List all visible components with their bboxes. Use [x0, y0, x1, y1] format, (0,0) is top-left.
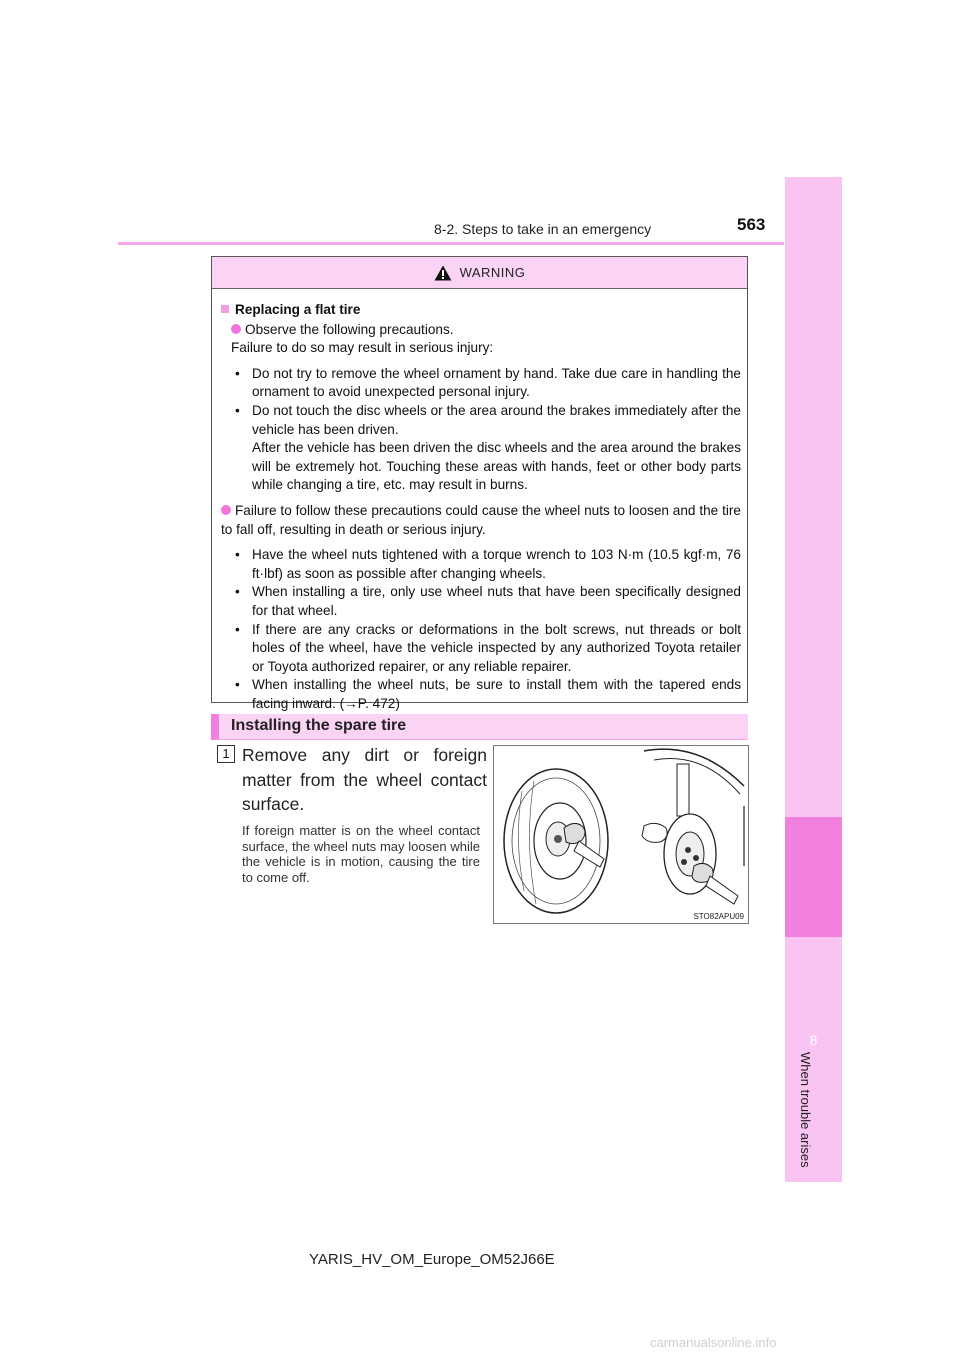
section-heading-bar [211, 714, 748, 740]
warning-item [231, 321, 741, 358]
wheel-cleaning-illustration [493, 745, 749, 924]
section-header: 8-2. Steps to take in an emergency [434, 221, 652, 237]
warning-bullet: • Do not touch the disc wheels or the area around the brakes immediately after the vehicle has been driven. After the vehicle has been driven the disc wheels and the area around the brakes will be extremely hot. Touching these areas with hands, feet or other body parts while changing a tire, etc. may result in burns. [252, 402, 741, 495]
chapter-number: 8 [809, 1032, 818, 1048]
warning-bullet: • Do not try to remove the wheel ornament by hand. Take due care in handling the ornament to avoid unexpected personal injury. [252, 365, 741, 402]
warning-box [211, 256, 748, 711]
chapter-title: When trouble arises [798, 1052, 813, 1168]
warning-item-text: Observe the following precautions. [245, 321, 454, 337]
step-note: If foreign matter is on the wheel contact surface, the wheel nuts may loosen while the vehicle is in motion, causing the tire to come off. [242, 823, 480, 885]
warning-label: WARNING [459, 265, 526, 280]
warning-section-title: Replacing a flat tire [221, 301, 741, 320]
chapter-highlight [785, 817, 842, 937]
warning-bullet: • When installing a tire, only use wheel nuts that have been specifically designed for that wheel. [252, 583, 741, 620]
section-heading: Installing the spare tire [231, 717, 407, 734]
warning-bullet: • If there are any cracks or deformations in the bolt screws, nut threads or bolt holes of the wheel, have the vehicle inspected by any authorized Toyota retailer or Toyota authorized repairer, or any reliable repairer. [252, 621, 741, 677]
page-number: 563 [737, 215, 766, 234]
tire-and-hub-drawing [494, 746, 748, 923]
circle-bullet-icon [221, 505, 231, 515]
warning-item-text: Failure to follow these precautions could cause the wheel nuts to loosen and the tire to fall off, resulting in death or serious injury. [221, 502, 741, 537]
chapter-side-tab [785, 177, 842, 1182]
watermark: carmanualsonline.info [650, 1335, 777, 1350]
warning-bullet-list [221, 365, 741, 495]
circle-bullet-icon [231, 324, 241, 334]
warning-body [212, 289, 747, 713]
warning-item [221, 502, 741, 539]
warning-triangle-icon [434, 265, 452, 281]
warning-header [212, 257, 747, 289]
illustration-code: STO82APU09 [693, 912, 744, 921]
warning-item-text: Failure to do so may result in serious injury: [231, 340, 494, 356]
document-code: YARIS_HV_OM_Europe_OM52J66E [309, 1251, 555, 1268]
header-rule [118, 242, 784, 245]
warning-bullet: • Have the wheel nuts tightened with a torque wrench to 103 N·m (10.5 kgf·m, 76 ft·lbf) as soon as possible after changing wheels. [252, 546, 741, 583]
step-number: 1 [217, 745, 235, 763]
step-instruction: Remove any dirt or foreign matter from the wheel contact surface. [242, 745, 487, 814]
warning-bullet-list [221, 546, 741, 713]
square-bullet-icon [221, 305, 229, 313]
warning-bullet: • When installing the wheel nuts, be sure to install them with the tapered ends facing inward. (→P. 472) [252, 676, 741, 713]
